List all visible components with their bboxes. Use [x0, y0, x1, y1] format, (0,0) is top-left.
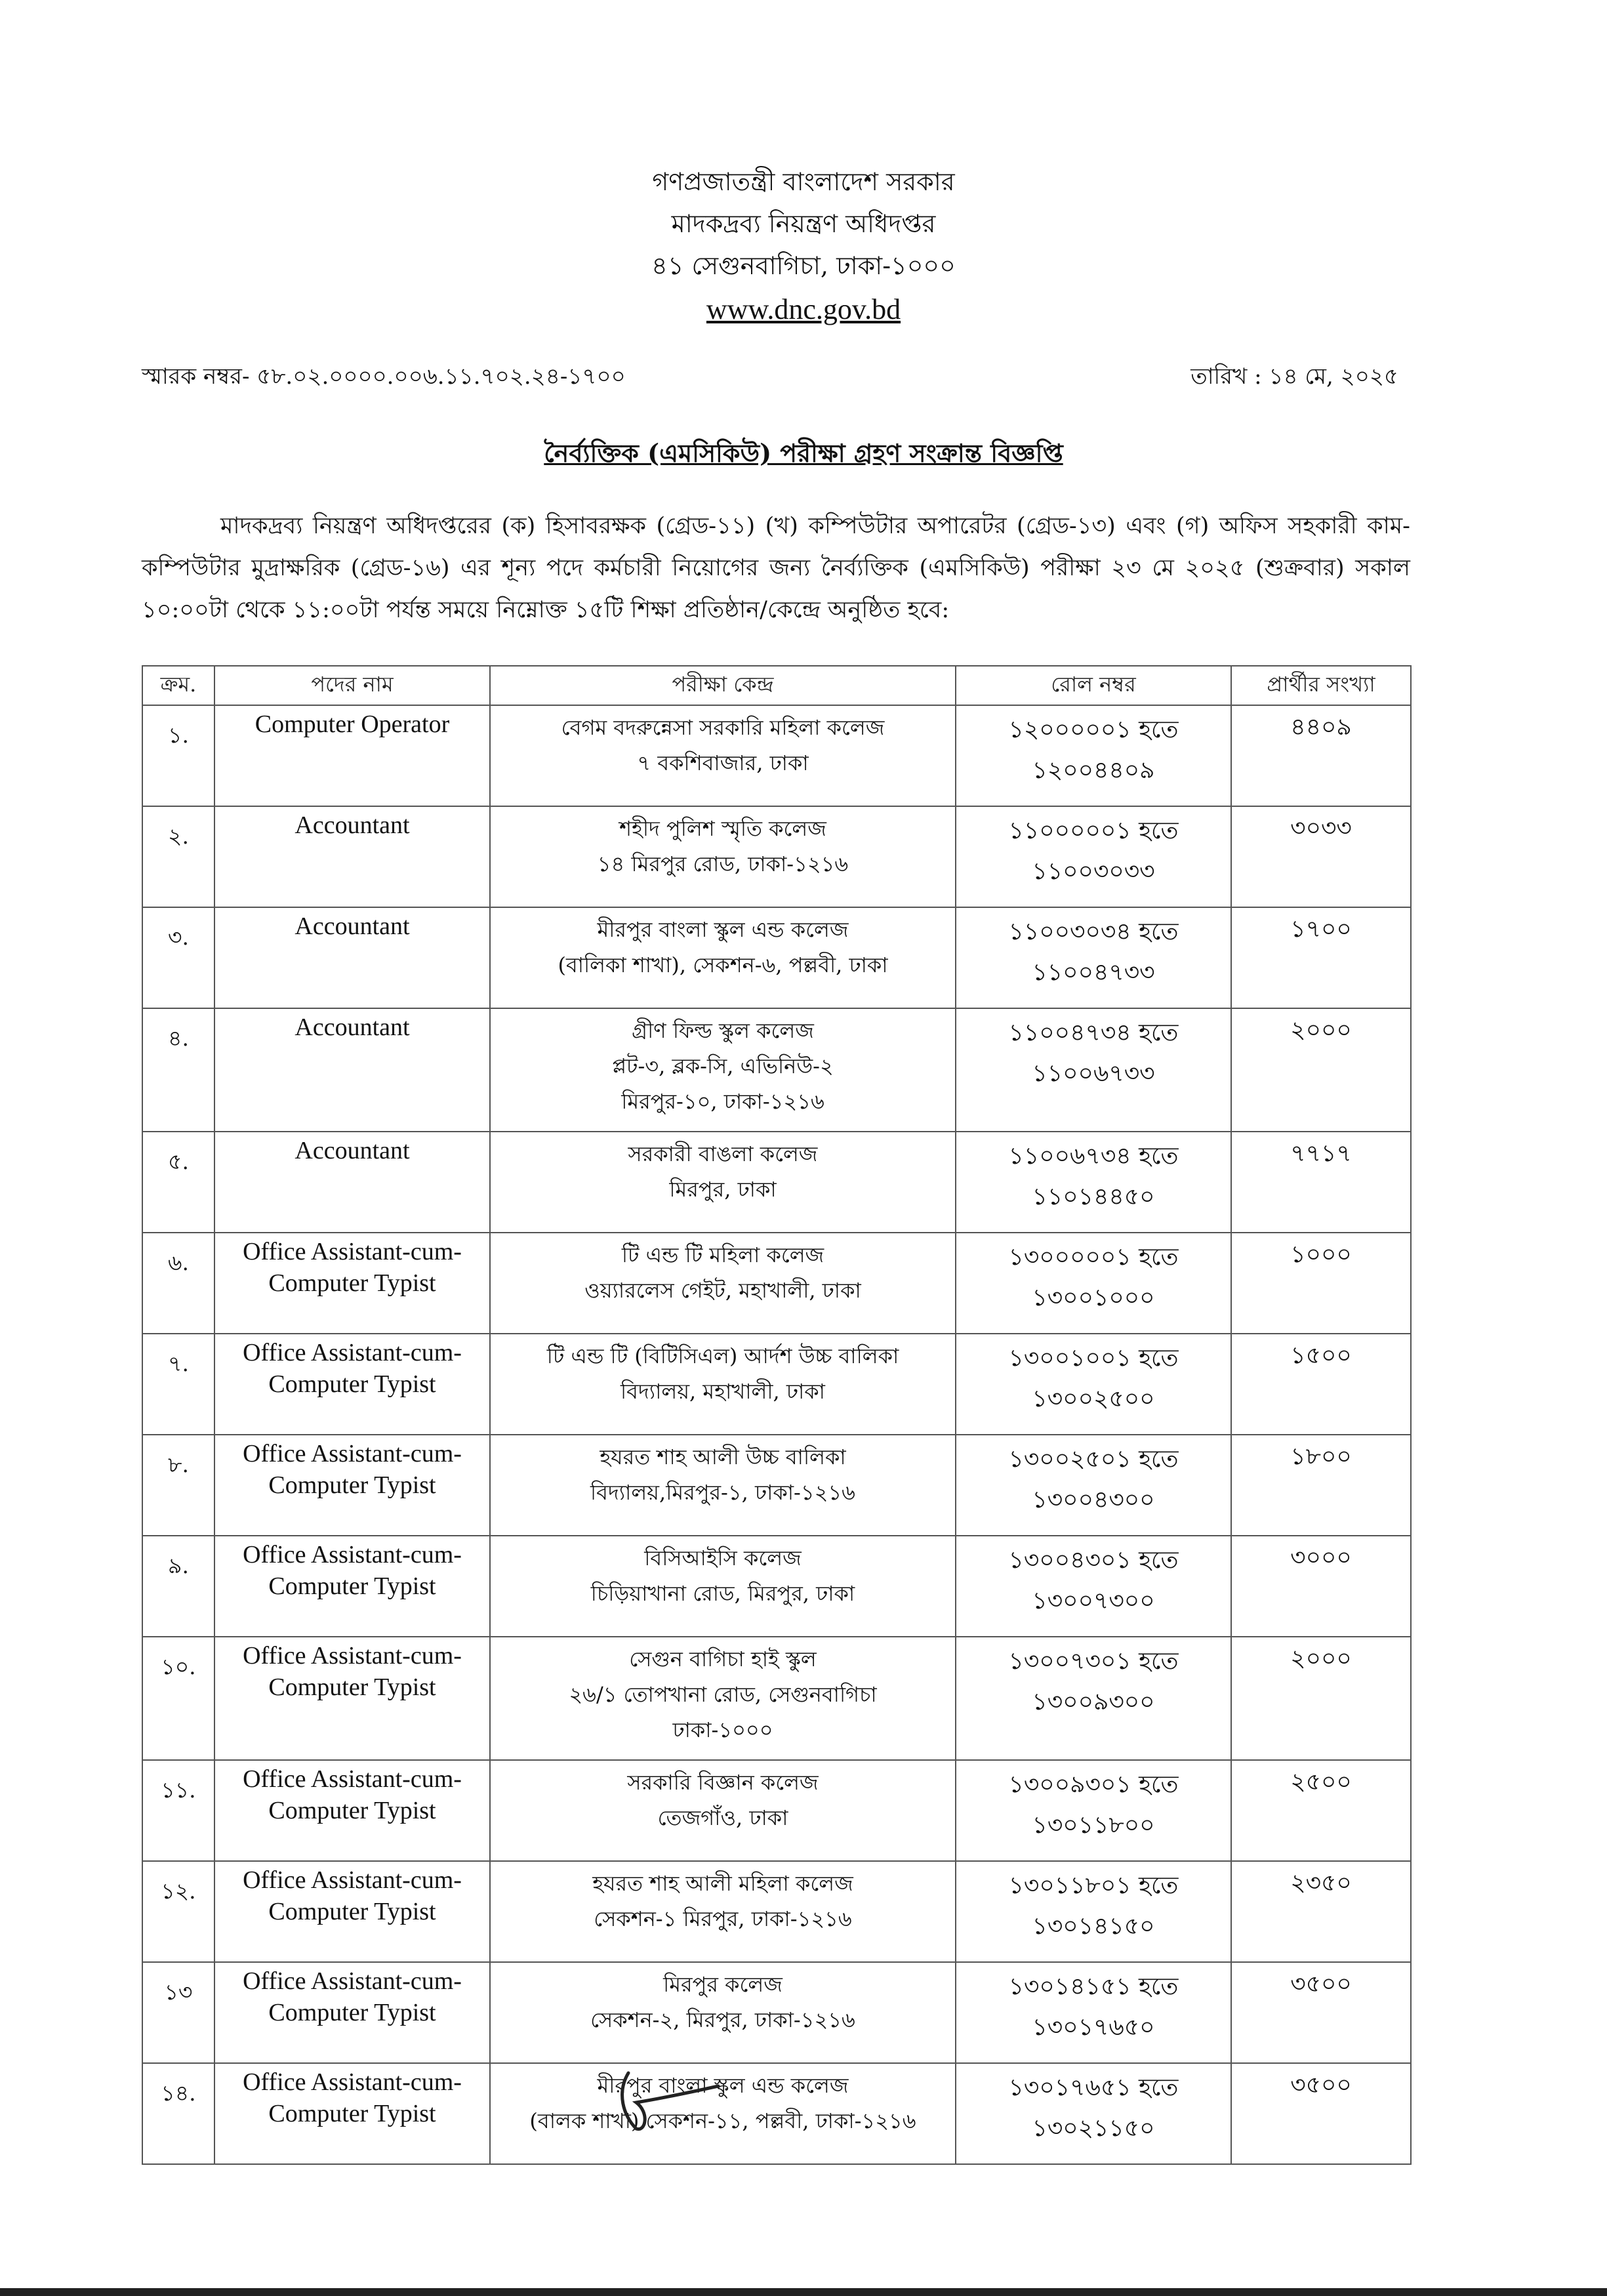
cell-count: ২৫০০ [1231, 1760, 1411, 1861]
cell-sl: ৪. [142, 1008, 214, 1132]
cell-sl: ৭. [142, 1334, 214, 1435]
header-centre: পরীক্ষা কেন্দ্র [490, 666, 956, 705]
cell-roll: ১৩০০৯৩০১ হতে ১৩০১১৮০০ [956, 1760, 1231, 1861]
header-post: পদের নাম [214, 666, 490, 705]
cell-sl: ৮. [142, 1435, 214, 1536]
cell-count: ১৮০০ [1231, 1435, 1411, 1536]
cell-roll: ১৩০১৭৬৫১ হতে ১৩০২১১৫০ [956, 2063, 1231, 2164]
cell-post: Office Assistant-cum- Computer Typist [214, 1334, 490, 1435]
cell-sl: ৯. [142, 1536, 214, 1637]
notice-title: নৈর্ব্যক্তিক (এমসিকিউ) পরীক্ষা গ্রহণ সংক্রান্ত বিজ্ঞপ্তি [544, 438, 1063, 468]
cell-roll: ১৩০০০০০১ হতে ১৩০০১০০০ [956, 1233, 1231, 1334]
department-name: মাদকদ্রব্য নিয়ন্ত্রণ অধিদপ্তর [671, 209, 936, 238]
memo-number: স্মারক নম্বর- ৫৮.০২.০০০০.০০৬.১১.৭০২.২৪-১৭০০ [142, 363, 626, 390]
table-row [142, 705, 1411, 806]
table-row [142, 1861, 1411, 1962]
cell-centre: সরকারী বাঙলা কলেজ মিরপুর, ঢাকা [490, 1132, 956, 1233]
letterhead [0, 161, 1607, 333]
cell-centre: মীরপুর বাংলা স্কুল এন্ড কলেজ (বালিকা শাখা), সেকশন-৬, পল্লবী, ঢাকা [490, 907, 956, 1008]
cell-post: Office Assistant-cum- Computer Typist [214, 1861, 490, 1962]
table-row [142, 1435, 1411, 1536]
table-row [142, 1334, 1411, 1435]
memo-date: তারিখ : ১৪ মে, ২০২৫ [1190, 363, 1398, 390]
table-row [142, 2063, 1411, 2164]
table-row [142, 1637, 1411, 1760]
cell-count: ৩০০০ [1231, 1536, 1411, 1637]
cell-post: Accountant [214, 806, 490, 907]
cell-post: Office Assistant-cum- Computer Typist [214, 1962, 490, 2063]
cell-count: ২৩৫০ [1231, 1861, 1411, 1962]
cell-roll: ১১০০৩০৩৪ হতে ১১০০৪৭৩৩ [956, 907, 1231, 1008]
cell-count: ১৭০০ [1231, 907, 1411, 1008]
scan-edge [0, 2288, 1607, 2296]
cell-post: Accountant [214, 1132, 490, 1233]
cell-roll: ১১০০০০০১ হতে ১১০০৩০৩৩ [956, 806, 1231, 907]
cell-sl: ৬. [142, 1233, 214, 1334]
cell-sl: ১৪. [142, 2063, 214, 2164]
notice-body [142, 505, 1410, 631]
table-row [142, 1008, 1411, 1132]
cell-count: ২০০০ [1231, 1637, 1411, 1760]
cell-post: Office Assistant-cum- Computer Typist [214, 1435, 490, 1536]
cell-centre: মীরপুর বাংলা স্কুল এন্ড কলেজ (বালক শাখা) সেকশন-১১, পল্লবী, ঢাকা-১২১৬ [490, 2063, 956, 2164]
cell-centre: মিরপুর কলেজ সেকশন-২, মিরপুর, ঢাকা-১২১৬ [490, 1962, 956, 2063]
office-address: ৪১ সেগুনবাগিচা, ঢাকা-১০০০ [651, 251, 956, 280]
website-link[interactable]: www.dnc.gov.bd [706, 293, 901, 325]
cell-post: Office Assistant-cum- Computer Typist [214, 1233, 490, 1334]
cell-count: ৭৭১৭ [1231, 1132, 1411, 1233]
header-roll: রোল নম্বর [956, 666, 1231, 705]
cell-count: ৩০৩৩ [1231, 806, 1411, 907]
cell-roll: ১২০০০০০১ হতে ১২০০৪৪০৯ [956, 705, 1231, 806]
cell-post: Accountant [214, 1008, 490, 1132]
table-row [142, 1962, 1411, 2063]
cell-sl: ৩. [142, 907, 214, 1008]
cell-centre: সরকারি বিজ্ঞান কলেজ তেজগাঁও, ঢাকা [490, 1760, 956, 1861]
cell-centre: গ্রীণ ফিল্ড স্কুল কলেজ প্লট-৩, ব্লক-সি, এভিনিউ-২ মিরপুর-১০, ঢাকা-১২১৬ [490, 1008, 956, 1132]
cell-sl: ৫. [142, 1132, 214, 1233]
cell-roll: ১১০০৬৭৩৪ হতে ১১০১৪৪৫০ [956, 1132, 1231, 1233]
cell-centre: টি এন্ড টি মহিলা কলেজ ওয়্যারলেস গেইট, মহাখালী, ঢাকা [490, 1233, 956, 1334]
cell-count: ২০০০ [1231, 1008, 1411, 1132]
cell-count: ৩৫০০ [1231, 2063, 1411, 2164]
exam-centre-table [142, 665, 1412, 2165]
cell-roll: ১১০০৪৭৩৪ হতে ১১০০৬৭৩৩ [956, 1008, 1231, 1132]
cell-count: ৪৪০৯ [1231, 705, 1411, 806]
cell-roll: ১৩০০১০০১ হতে ১৩০০২৫০০ [956, 1334, 1231, 1435]
cell-roll: ১৩০০২৫০১ হতে ১৩০০৪৩০০ [956, 1435, 1231, 1536]
cell-roll: ১৩০১৪১৫১ হতে ১৩০১৭৬৫০ [956, 1962, 1231, 2063]
cell-centre: সেগুন বাগিচা হাই স্কুল ২৬/১ তোপখানা রোড, সেগুনবাগিচা ঢাকা-১০০০ [490, 1637, 956, 1760]
cell-post: Computer Operator [214, 705, 490, 806]
cell-post: Accountant [214, 907, 490, 1008]
govt-name: গণপ্রজাতন্ত্রী বাংলাদেশ সরকার [652, 167, 955, 196]
cell-sl: ১৩ [142, 1962, 214, 2063]
cell-sl: ২. [142, 806, 214, 907]
cell-roll: ১৩০০৭৩০১ হতে ১৩০০৯৩০০ [956, 1637, 1231, 1760]
signature [610, 2066, 722, 2139]
cell-sl: ১. [142, 705, 214, 806]
table-row [142, 1760, 1411, 1861]
cell-count: ১০০০ [1231, 1233, 1411, 1334]
cell-sl: ১১. [142, 1760, 214, 1861]
cell-count: ৩৫০০ [1231, 1962, 1411, 2063]
cell-centre: বেগম বদরুন্নেসা সরকারি মহিলা কলেজ ৭ বকশিবাজার, ঢাকা [490, 705, 956, 806]
cell-centre: হযরত শাহ আলী উচ্চ বালিকা বিদ্যালয়,মিরপুর-১, ঢাকা-১২১৬ [490, 1435, 956, 1536]
table-row [142, 806, 1411, 907]
table-row [142, 1132, 1411, 1233]
cell-post: Office Assistant-cum- Computer Typist [214, 1536, 490, 1637]
cell-sl: ১০. [142, 1637, 214, 1760]
header-count: প্রার্থীর সংখ্যা [1231, 666, 1411, 705]
cell-roll: ১৩০১১৮০১ হতে ১৩০১৪১৫০ [956, 1861, 1231, 1962]
header-serial: ক্রম. [142, 666, 214, 705]
notice-body-text: মাদকদ্রব্য নিয়ন্ত্রণ অধিদপ্তরের (ক) হিসাবরক্ষক (গ্রেড-১১) (খ) কম্পিউটার অপারেটর (গ্রেড-১৩) এবং (গ) অফিস সহকারী কাম-কম্পিউটার মুদ্রাক্ষরিক (গ্রেড-১৬) এর শূন্য পদে কর্মচারী নিয়োগের জন্য নৈর্ব্যক্তিক (এমসিকিউ) পরীক্ষা ২৩ মে ২০২৫ (শুক্রবার) সকাল ১০:০০টা থেকে ১১:০০টা পর্যন্ত সময়ে নিম্নোক্ত ১৫টি শিক্ষা প্রতিষ্ঠান/কেন্দ্রে অনুষ্ঠিত হবে: [142, 513, 1410, 623]
cell-centre: টি এন্ড টি (বিটিসিএল) আর্দশ উচ্চ বালিকা বিদ্যালয়, মহাখালী, ঢাকা [490, 1334, 956, 1435]
table-row [142, 1536, 1411, 1637]
table-row [142, 907, 1411, 1008]
cell-centre: শহীদ পুলিশ স্মৃতি কলেজ ১৪ মিরপুর রোড, ঢাকা-১২১৬ [490, 806, 956, 907]
cell-post: Office Assistant-cum- Computer Typist [214, 1637, 490, 1760]
cell-post: Office Assistant-cum- Computer Typist [214, 2063, 490, 2164]
cell-centre: হযরত শাহ আলী মহিলা কলেজ সেকশন-১ মিরপুর, ঢাকা-১২১৬ [490, 1861, 956, 1962]
cell-roll: ১৩০০৪৩০১ হতে ১৩০০৭৩০০ [956, 1536, 1231, 1637]
table-header-row [142, 666, 1411, 705]
cell-centre: বিসিআইসি কলেজ চিড়িয়াখানা রোড, মিরপুর, ঢাকা [490, 1536, 956, 1637]
table-row [142, 1233, 1411, 1334]
cell-post: Office Assistant-cum- Computer Typist [214, 1760, 490, 1861]
cell-sl: ১২. [142, 1861, 214, 1962]
cell-count: ১৫০০ [1231, 1334, 1411, 1435]
